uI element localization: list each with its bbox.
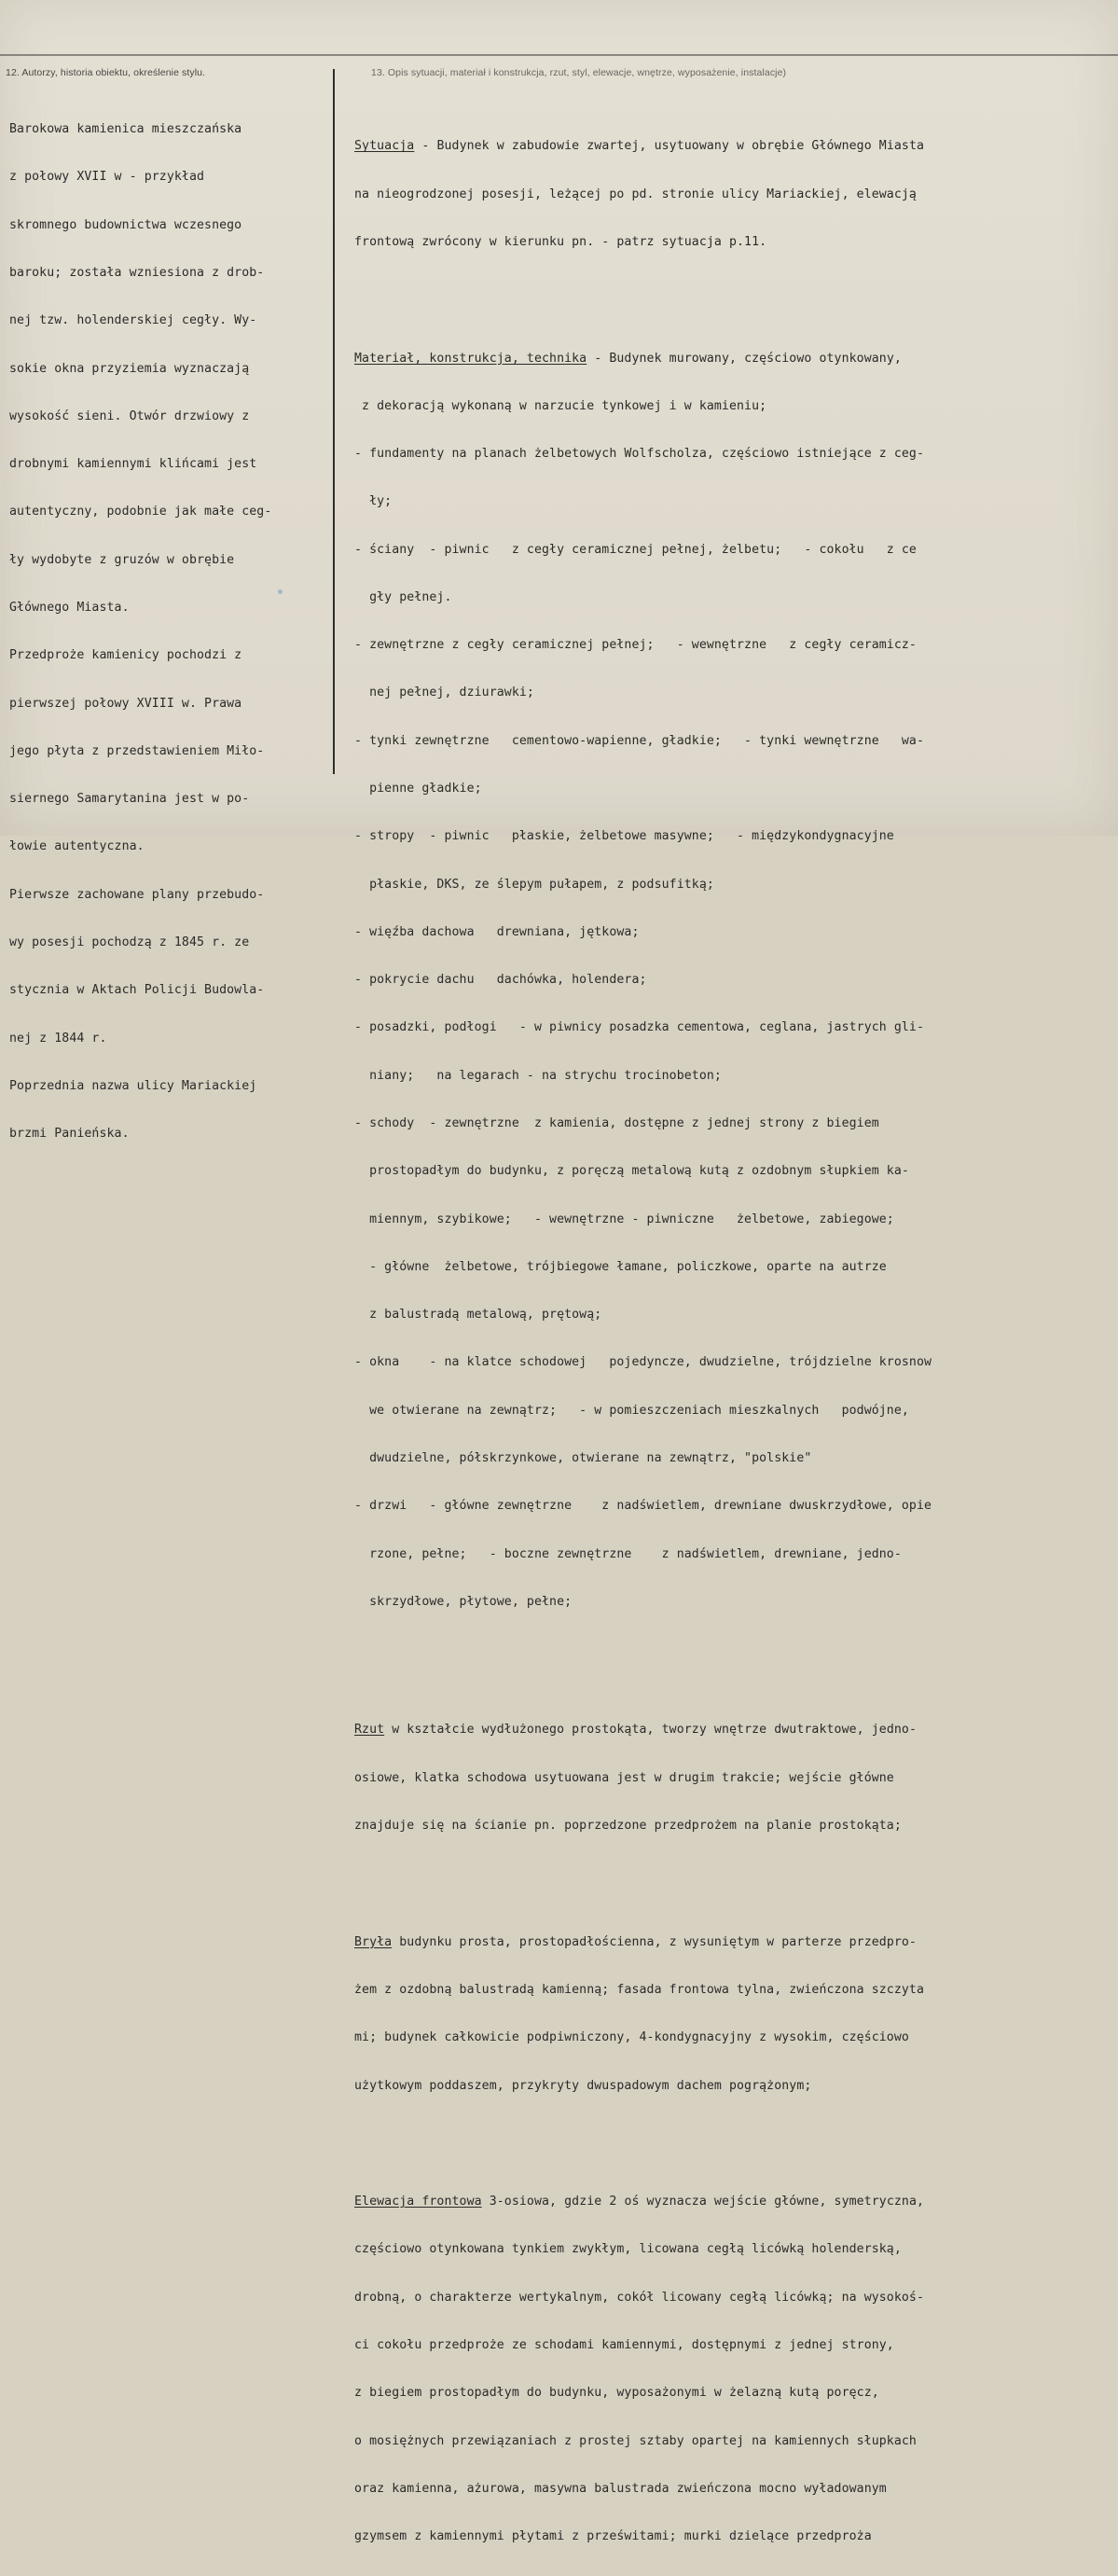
material-line: - fundamenty na planach żelbetowych Wolfscholza, częściowo istniejące z ceg- (354, 447, 925, 462)
facade-line: drobną, o charakterze wertykalnym, cokół licowany cegłą licówką; na wysokoś- (354, 2290, 925, 2305)
facade-line: oraz kamienna, ażurowa, masywna balustrada zwieńczona mocno wyładowanym (354, 2481, 887, 2496)
facade-line: z biegiem prostopadłym do budynku, wyposażonymi w żelazną kutą poręcz, (354, 2386, 879, 2401)
facade-line: o mosiężnych przewiązaniach z prostej sztaby opartej na kamiennych słupkach (354, 2433, 917, 2448)
history-line: Barokowa kamienica mieszczańska (9, 122, 242, 137)
history-line: siernego Samarytanina jest w po- (9, 792, 250, 807)
history-line: brzmi Panieńska. (9, 1127, 130, 1142)
history-line: drobnymi kamiennymi klińcami jest (9, 457, 257, 472)
section-gap (354, 1641, 1105, 1658)
mass-line: użytkowym poddaszem, przykryty dwuspadowym dachem pogrążonym; (354, 2078, 812, 2093)
material-line: miennym, szybikowe; - wewnętrzne - piwniczne żelbetowe, zabiegowe; (354, 1212, 894, 1226)
history-line: autentyczny, podobnie jak małe ceg- (9, 505, 272, 519)
history-line: skromnego budownictwa wczesnego (9, 217, 242, 232)
material-line: - zewnętrzne z cegły ceramicznej pełnej; - wewnętrzne z cegły ceramicz- (354, 638, 917, 653)
mass-line: budynku prosta, prostopadłościenna, z wysuniętym w parterze przedpro- (392, 1934, 917, 1949)
plan-section (354, 1722, 1105, 1738)
section-gap (354, 1865, 1105, 1870)
left-column-header: 12. Autorzy, historia obiektu, określenie stylu. (6, 67, 206, 78)
material-line: dwudzielne, półskrzynkowe, otwierane na zewnątrz, "polskie" (354, 1450, 812, 1465)
material-section (354, 351, 1105, 367)
material-line: prostopadłym do budynku, z poręczą metalową kutą z ozdobnym słupkiem ka- (354, 1164, 909, 1179)
history-line: Pierwsze zachowane plany przebudo- (9, 887, 265, 902)
ink-spot (278, 589, 283, 594)
plan-line: w kształcie wydłużonego prostokąta, tworzy wnętrze dwutraktowe, jedno- (384, 1723, 917, 1738)
material-heading: Materiał, konstrukcja, technika (354, 351, 587, 366)
situation-line: - Budynek w zabudowie zwartej, usytuowany w obrębie Głównego Miasta (414, 139, 925, 154)
material-line: z balustradą metalową, prętową; (354, 1308, 602, 1323)
right-column-header: 13. Opis sytuacji, materiał i konstrukcja, rzut, styl, elewacje, wnętrze, wyposażenie, instalacje) (371, 67, 787, 78)
material-line: skrzydłowe, płytowe, pełne; (354, 1594, 573, 1609)
mass-line: mi; budynek całkowicie podpiwniczony, 4-kondygnacyjny z wysokim, częściowo (354, 2030, 909, 2045)
mass-section (354, 1934, 1105, 1950)
facade-line: 3-osiowa, gdzie 2 oś wyznacza wejście główne, symetryczna, (481, 2195, 925, 2209)
history-line: jego płyta z przedstawieniem Miło- (9, 743, 265, 758)
history-line: wysokość sieni. Otwór drzwiowy z (9, 409, 250, 423)
section-gap (354, 282, 1105, 286)
history-line: z połowy XVII w - przykład (9, 170, 205, 185)
material-line: gły pełnej. (354, 589, 452, 604)
material-line: - Budynek murowany, częściowo otynkowany, (587, 351, 902, 366)
history-line: nej tzw. holenderskiej cegły. Wy- (9, 313, 257, 328)
facade-line: ci cokołu przedproże ze schodami kamiennymi, dostępnymi z jednej strony, (354, 2338, 894, 2353)
material-line: rzone, pełne; - boczne zewnętrzne z nadświetlem, drewniane, jedno- (354, 1546, 902, 1561)
situation-line: na nieogrodzonej posesji, leżącej po pd. stronie ulicy Mariackiej, elewacją (354, 187, 917, 201)
history-line: wy posesji pochodzą z 1845 r. ze (9, 935, 250, 949)
material-line: płaskie, DKS, ze ślepym pułapem, z podsufitką; (354, 877, 714, 892)
material-line: - tynki zewnętrzne cementowo-wapienne, gładkie; - tynki wewnętrzne wa- (354, 733, 925, 748)
mass-line: żem z ozdobną balustradą kamienną; fasada frontowa tylna, zwieńczona szczyta (354, 1982, 925, 1997)
history-line: baroku; została wzniesiona z drob- (9, 266, 265, 281)
material-line: we otwierane na zewnątrz; - w pomieszczeniach mieszkalnych podwójne, (354, 1403, 909, 1418)
material-line: z dekoracją wykonaną w narzucie tynkowej i w kamieniu; (354, 398, 767, 413)
material-line: niany; na legarach - na strychu trocinobeton; (354, 1068, 722, 1083)
material-line: pienne gładkie; (354, 782, 482, 796)
plan-line: znajduje się na ścianie pn. poprzedzone przedprożem na planie prostokąta; (354, 1819, 902, 1834)
material-line: - więźba dachowa drewniana, jętkowa; (354, 924, 640, 939)
situation-heading: Sytuacja (354, 139, 415, 154)
material-line: - pokrycie dachu dachówka, holendera; (354, 973, 647, 988)
history-line: łowie autentyczna. (9, 839, 145, 854)
plan-heading: Rzut (354, 1723, 385, 1738)
history-line: nej z 1844 r. (9, 1031, 107, 1046)
facade-line: częściowo otynkowana tynkiem zwykłym, licowana cegłą licówką holenderską, (354, 2242, 902, 2257)
material-line: - ściany - piwnic z cegły ceramicznej pełnej, żelbetu; - cokołu z ce (354, 542, 917, 557)
material-line: - schody - zewnętrzne z kamienia, dostępne z jednej strony z biegiem (354, 1116, 879, 1130)
history-line: ły wydobyte z gruzów w obrębie (9, 552, 235, 567)
material-line: - główne żelbetowe, trójbiegowe łamane, policzkowe, oparte na autrze (354, 1259, 887, 1274)
plan-line: osiowe, klatka schodowa usytuowana jest w drugim trakcie; wejście główne (354, 1770, 894, 1785)
section-gap (354, 2126, 1105, 2130)
history-line: pierwszej połowy XVIII w. Prawa (9, 696, 242, 711)
facade-section (354, 2194, 1105, 2209)
history-line: Poprzednia nazwa ulicy Mariackiej (9, 1078, 257, 1093)
situation-section (354, 138, 1105, 154)
material-line: - stropy - piwnic płaskie, żelbetowe masywne; - międzykondygnacyjne (354, 829, 894, 844)
history-line: Przedproże kamienicy pochodzi z (9, 648, 242, 663)
history-line: stycznia w Aktach Policji Budowla- (9, 983, 265, 998)
mass-heading: Bryła (354, 1934, 393, 1949)
column-divider (333, 69, 335, 774)
material-line: - posadzki, podłogi - w piwnicy posadzka cementowa, ceglana, jastrych gli- (354, 1020, 925, 1035)
material-line: - okna - na klatce schodowej pojedyncze, dwudzielne, trójdzielne krosnow (354, 1355, 932, 1370)
header-rule (0, 54, 1118, 56)
situation-line: frontową zwrócony w kierunku pn. - patrz sytuacja p.11. (354, 234, 767, 249)
facade-heading: Elewacja frontowa (354, 2195, 482, 2209)
history-line: sokie okna przyziemia wyznaczają (9, 361, 250, 376)
material-line: nej pełnej, dziurawki; (354, 686, 534, 700)
history-line: Głównego Miasta. (9, 601, 130, 615)
facade-line: gzymsem z kamiennymi płytami z prześwitami; murki dzielące przedproża (354, 2529, 872, 2544)
description-text-column (354, 90, 1105, 2576)
material-line: - drzwi - główne zewnętrzne z nadświetlem, drewniane dwuskrzydłowe, opie (354, 1499, 932, 1514)
material-line: ły; (354, 494, 393, 509)
history-text-column (9, 90, 326, 1173)
